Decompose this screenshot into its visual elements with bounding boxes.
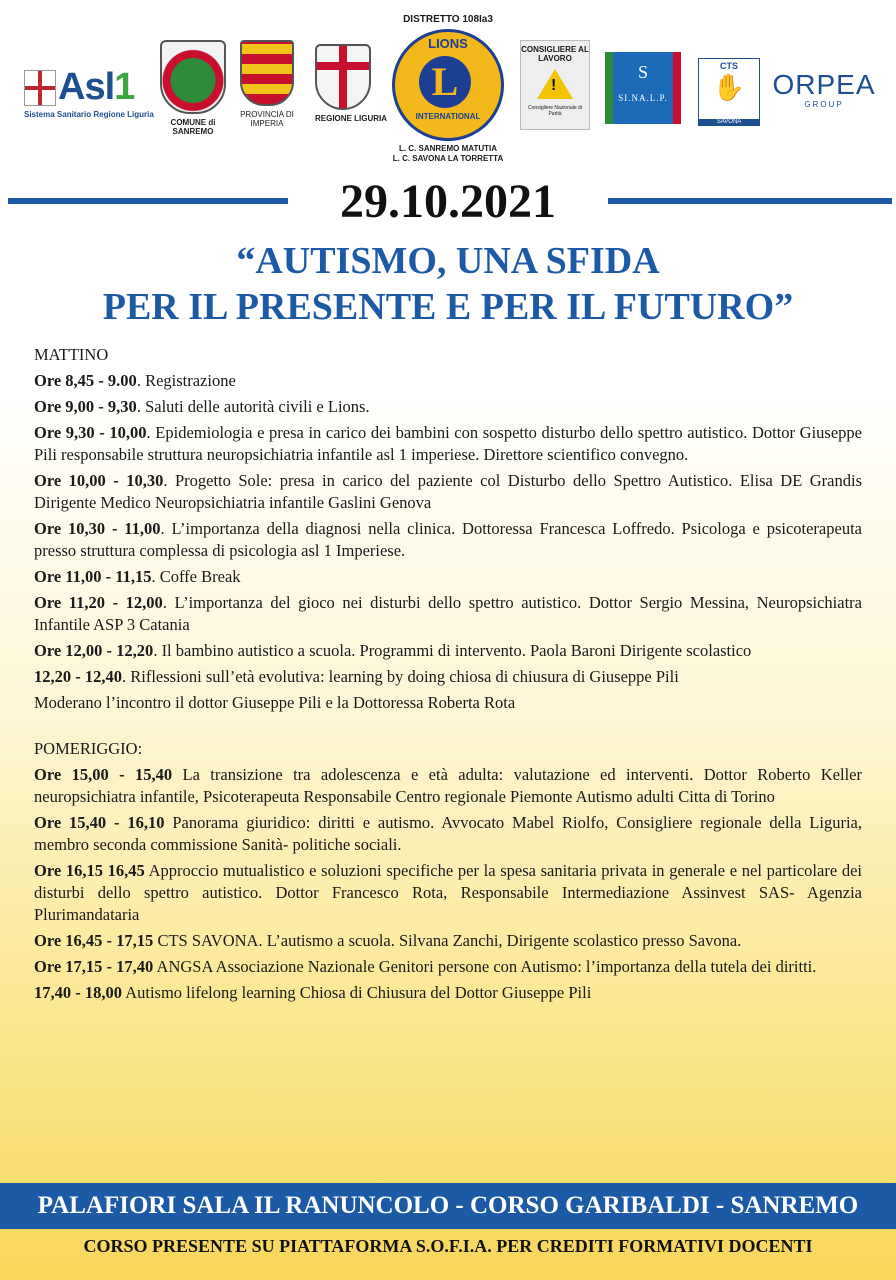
imperia-logo bbox=[240, 40, 294, 128]
snalp-caption: SI.NA.L.P. bbox=[618, 93, 668, 103]
orpea-logo bbox=[766, 70, 882, 109]
schedule-item bbox=[34, 566, 862, 588]
asl-logo-number: 1 bbox=[114, 66, 135, 108]
snalp-emblem: S bbox=[637, 62, 648, 82]
schedule-item bbox=[34, 518, 862, 562]
afternoon-schedule bbox=[34, 764, 862, 1004]
cts-logo bbox=[698, 58, 760, 126]
liguria-caption: REGIONE LIGURIA bbox=[315, 114, 388, 123]
schedule-time: 12,20 - 12,40 bbox=[34, 667, 122, 686]
schedule-description: . Il bambino autistico a scuola. Programmi di intervento. Paola Baroni Dirigente scolastico bbox=[153, 641, 752, 660]
event-title bbox=[0, 238, 896, 330]
schedule-description: . Riflessioni sull’età evolutiva: learning by doing chiosa di chiusura di Giuseppe Pili bbox=[122, 667, 679, 686]
schedule-item bbox=[34, 396, 862, 418]
consigliere-subtitle: Consigliere Nazionale di Parità bbox=[528, 105, 582, 117]
cts-title: CTS bbox=[720, 61, 738, 71]
schedule-time: Ore 16,45 - 17,15 bbox=[34, 931, 154, 950]
schedule-item bbox=[34, 370, 862, 392]
asl-logo-word: Asl bbox=[58, 66, 115, 108]
consigliere-logo bbox=[520, 40, 590, 130]
liguria-flag-icon bbox=[24, 70, 56, 106]
schedule-description: . Coffe Break bbox=[151, 567, 241, 586]
schedule-description: Panorama giuridico: diritti e autismo. Avvocato Mabel Riolfo, Consigliere regionale della Liguria, membro seconda commissione Sanità- politiche sociali. bbox=[34, 813, 862, 854]
morning-schedule bbox=[34, 370, 862, 688]
schedule-time: Ore 16,15 16,45 bbox=[34, 861, 145, 880]
schedule-description: . L’importanza della diagnosi nella clinica. Dottoressa Francesca Loffredo. Psicologa e psicoterapeuta presso struttura complessa di psicologia asl 1 Imperiese. bbox=[34, 519, 862, 560]
schedule-time: Ore 11,00 - 11,15 bbox=[34, 567, 152, 586]
club-name-2: L. C. SAVONA LA TORRETTA bbox=[392, 154, 504, 163]
program bbox=[34, 344, 862, 1008]
cts-city: SAVONA bbox=[699, 119, 759, 125]
schedule-description: . Saluti delle autorità civili e Lions. bbox=[136, 397, 370, 416]
schedule-description: . Progetto Sole: presa in carico del paziente col Disturbo dello Spettro Autistico. Elisa DE Grandis Dirigente Medico Neuropsichiatria infantile Gaslini Genova bbox=[34, 471, 862, 512]
orpea-word: ORPEA bbox=[772, 69, 876, 100]
event-date: 29.10.2021 bbox=[340, 175, 556, 228]
schedule-item bbox=[34, 764, 862, 808]
schedule-description: ANGSA Associazione Nazionale Genitori persone con Autismo: l’importanza della tutela dei diritti. bbox=[153, 957, 817, 976]
schedule-description: . Epidemiologia e presa in carico dei bambini con sospetto disturbo dello spettro autistico. Dottor Giuseppe Pili responsabile struttura neuropsichiatria infantile asl 1 imperiese. Direttore scientifico convegno. bbox=[34, 423, 862, 464]
event-title-line-2: PER IL PRESENTE E PER IL FUTURO” bbox=[102, 286, 794, 328]
club-name-1: L. C. SANREMO MATUTIA bbox=[398, 144, 498, 153]
schedule-time: Ore 10,00 - 10,30 bbox=[34, 471, 164, 490]
sanremo-caption: COMUNE di SANREMO bbox=[170, 118, 216, 136]
schedule-item bbox=[34, 930, 862, 952]
schedule-item bbox=[34, 666, 862, 688]
orpea-group: GROUP bbox=[804, 100, 844, 109]
credits-note: CORSO PRESENTE SU PIATTAFORMA S.O.F.I.A. PER CREDITI FORMATIVI DOCENTI bbox=[83, 1236, 813, 1256]
event-title-line-1: “AUTISMO, UNA SFIDA bbox=[236, 240, 660, 282]
logo-bar bbox=[0, 0, 896, 170]
asl-logo-subtitle: Sistema Sanitario Regione Liguria bbox=[24, 110, 154, 119]
schedule-time: Ore 9,30 - 10,00 bbox=[34, 423, 147, 442]
warning-triangle-icon bbox=[537, 69, 573, 99]
schedule-time: Ore 8,45 - 9.00 bbox=[34, 371, 137, 390]
schedule-time: Ore 10,30 - 11,00 bbox=[34, 519, 161, 538]
schedule-item bbox=[34, 956, 862, 978]
schedule-item bbox=[34, 860, 862, 926]
sanremo-logo bbox=[160, 40, 226, 136]
lions-emblem-letter: L bbox=[419, 56, 471, 108]
imperia-caption: PROVINCIA DI IMPERIA bbox=[240, 110, 294, 128]
lions-emblem-bottom: INTERNATIONAL bbox=[415, 112, 481, 121]
consigliere-title: CONSIGLIERE AL LAVORO bbox=[521, 45, 589, 63]
liguria-logo bbox=[315, 44, 387, 123]
schedule-time: 17,40 - 18,00 bbox=[34, 983, 122, 1002]
schedule-item bbox=[34, 640, 862, 662]
schedule-time: Ore 11,20 - 12,00 bbox=[34, 593, 163, 612]
schedule-description: La transizione tra adolescenza e età adulta: valutazione ed interventi. Dottor Roberto Keller neuropsichiatra infantile, Psicoterapeuta Responsabile Centro regionale Piemonte Autismo adulti Citta di Torino bbox=[34, 765, 862, 806]
asl1-logo bbox=[24, 66, 154, 122]
snalp-logo bbox=[605, 52, 681, 124]
schedule-description: . Registrazione bbox=[136, 371, 236, 390]
schedule-item bbox=[34, 592, 862, 636]
schedule-item bbox=[34, 812, 862, 856]
lions-emblem-top: LIONS bbox=[428, 36, 468, 51]
schedule-description: CTS SAVONA. L’autismo a scuola. Silvana Zanchi, Dirigente scolastico presso Savona. bbox=[153, 931, 742, 950]
district-label: DISTRETTO 108Ia3 bbox=[403, 14, 493, 25]
schedule-description: . L’importanza del gioco nei disturbi dello spettro autistico. Dottor Sergio Messina, Neuropsichiatra Infantile ASP 3 Catania bbox=[34, 593, 862, 634]
liguria-crest-icon bbox=[315, 44, 371, 110]
schedule-time: Ore 12,00 - 12,20 bbox=[34, 641, 154, 660]
schedule-time: Ore 17,15 - 17,40 bbox=[34, 957, 154, 976]
schedule-time: Ore 15,00 - 15,40 bbox=[34, 765, 173, 784]
imperia-crest-icon bbox=[240, 40, 294, 106]
moderators-note: Moderano l’incontro il dottor Giuseppe Pili e la Dottoressa Roberta Rota bbox=[34, 693, 516, 712]
venue-banner: PALAFIORI SALA IL RANUNCOLO - CORSO GARIBALDI - SANREMO bbox=[0, 1183, 896, 1229]
hands-icon: ✋ bbox=[712, 73, 746, 102]
sanremo-crest-icon bbox=[160, 40, 226, 114]
schedule-description: Autismo lifelong learning Chiosa di Chiusura del Dottor Giuseppe Pili bbox=[122, 983, 592, 1002]
lions-emblem-icon bbox=[392, 29, 504, 141]
schedule-time: Ore 15,40 - 16,10 bbox=[34, 813, 165, 832]
morning-heading: MATTINO bbox=[34, 345, 109, 364]
lions-logo bbox=[390, 14, 506, 164]
schedule-time: Ore 9,00 - 9,30 bbox=[34, 397, 137, 416]
schedule-description: Approccio mutualistico e soluzioni specifiche per la spesa sanitaria privata in generale e nel particolare dei disturbi dello spettro autistico. Dottor Francesco Rota, Responsabile Intermediazione Assinvest SAS- Agenzia Plurimandataria bbox=[34, 861, 862, 924]
afternoon-heading: POMERIGGIO: bbox=[34, 739, 143, 758]
schedule-item bbox=[34, 470, 862, 514]
schedule-item bbox=[34, 982, 862, 1004]
schedule-item bbox=[34, 422, 862, 466]
